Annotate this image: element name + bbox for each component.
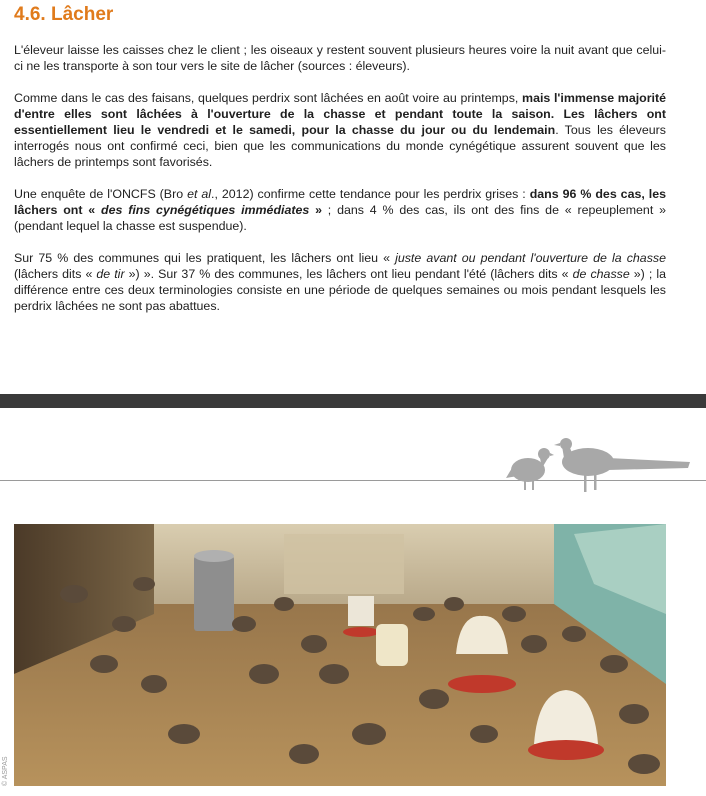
photo-credit: © ASPAS [2,756,9,786]
section-title: 4.6. Lâcher [14,4,114,25]
paragraph-2 [14,90,666,170]
body-text [14,42,666,330]
p4-italic-f: de chasse [572,267,630,281]
paragraph-3 [14,186,666,234]
paragraph-1: L'éleveur laisse les caisses chez le client ; les oiseaux y restent souvent plusieurs heures voire la nuit avant que celui-ci ne les transporte à son tour vers le site de lâcher (sources : éleveurs). [14,43,666,73]
paragraph-4 [14,250,666,314]
p3-etal: et al [187,187,212,201]
p3-bold-a: dans 96 % des cas, les lâchers ont « [14,187,666,217]
p3-bold-italic: des fins cynégétiques immédiates [101,203,310,217]
p3-text-g: ; dans 4 % des cas, ils ont des fins de « repeuplement » (pendant lequel la chasse est suspendue). [14,203,666,233]
p4-text-c: (lâchers dits « [14,267,97,281]
p2-bold: mais l'immense majorité d'entre elles sont lâchées à l'ouverture de la chasse et pendant toute la saison. Les lâchers ont essentiellement lieu le vendredi et le samedi, pour la chasse du jour ou du lendemain [14,91,666,137]
p4-text-a: Sur 75 % des communes qui les pratiquent, les lâchers ont lieu « [14,251,396,265]
p3-text-c: ., 2012) confirme cette tendance pour les perdrix grises : [211,187,530,201]
p4-italic-b: juste avant ou pendant l'ouverture de la chasse [395,251,666,265]
p4-italic-d: de tir [96,267,125,281]
partridge-pheasant-icon [504,428,694,496]
partridge-pen-photo [14,524,666,786]
p2-text-c: . Tous les éleveurs interrogés nous ont confirmé ceci, bien que les communications du monde cynégétique assurent souvent que les lâchers de printemps sont favorisés. [14,123,666,169]
section-divider-band [0,394,706,408]
p3-bold-close: » [309,203,322,217]
p3-text-a: Une enquête de l'ONCFS (Bro [14,187,188,201]
p4-text-g: ») ; la différence entre ces deux terminologies consiste en une période de quelques semaines ou mois pendant lesquels les perdrix lâchées ne sont pas abattues. [14,267,667,313]
p2-text-a: Comme dans le cas des faisans, quelques perdrix sont lâchées en août voire au printemps, [14,91,523,105]
p4-text-e: ») ». Sur 37 % des communes, les lâchers ont lieu pendant l'été (lâchers dits « [124,267,573,281]
